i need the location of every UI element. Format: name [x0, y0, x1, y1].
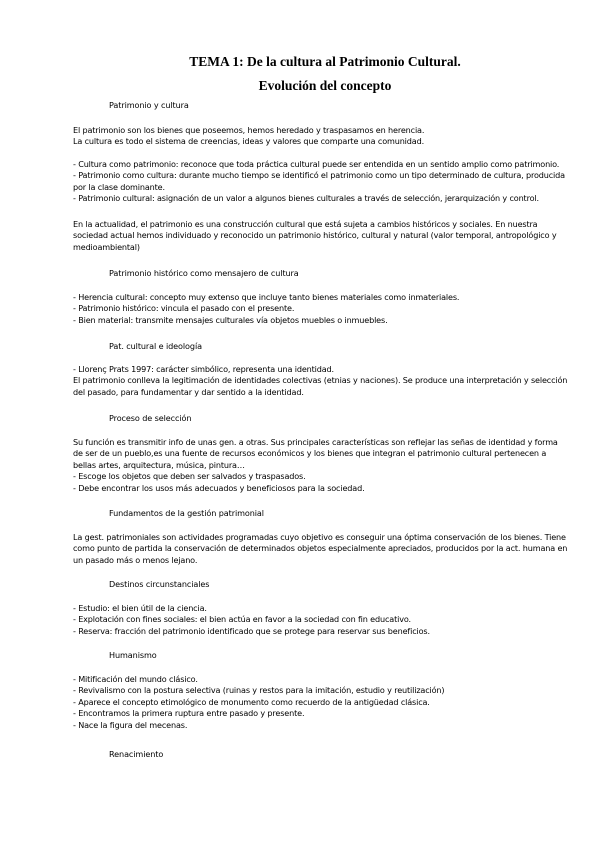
text-line: La gest. patrimoniales son actividades programadas cuyo objetivo es conseguir una óptima conservación de los bienes. Tiene [73, 532, 566, 542]
text-line: del pasado, para fundamentar y dar sentido a la identidad. [73, 386, 304, 397]
text-line: - Escoge los objetos que deben ser salvados y traspasados. [73, 471, 306, 482]
section-heading: Patrimonio histórico como mensajero de cultura [109, 268, 299, 278]
text-line: - Bien material: transmite mensajes culturales vía objetos muebles o inmuebles. [73, 314, 388, 325]
text-line: - Mitificación del mundo clásico. [73, 674, 198, 684]
text-line: - Revivalismo con la postura selectiva (ruinas y restos para la imitación, estudio y reutilización) [73, 685, 445, 696]
text-line: - Patrimonio como cultura: durante mucho tiempo se identificó el patrimonio como un tipo determinado de cultura, producida [73, 170, 565, 181]
section-heading: Fundamentos de la gestión patrimonial [109, 508, 264, 518]
paragraph [73, 674, 573, 731]
text-line: Su función es transmitir info de unas gen. a otras. Sus principales características son reflejar las señas de identidad y forma [73, 437, 558, 447]
text-line: - Cultura como patrimonio: reconoce que toda práctica cultural puede ser entendida en un sentido amplio como patrimonio. [73, 159, 560, 169]
text-line: - Estudio: el bien útil de la ciencia. [73, 603, 207, 613]
paragraph [73, 159, 573, 205]
text-line: por la clase dominante. [73, 181, 165, 192]
paragraph [73, 219, 573, 253]
text-line: medioambiental) [73, 241, 140, 252]
paragraph [73, 292, 573, 326]
section-heading: Proceso de selección [109, 413, 192, 423]
text-line: - Explotación con fines sociales: el bien actúa en favor a la sociedad con fin educativo. [73, 614, 411, 625]
text-line: bellas artes, arquitectura, música, pintura… [73, 459, 245, 470]
text-line: - Reserva: fracción del patrimonio identificado que se protege para reservar sus beneficios. [73, 625, 430, 636]
section-heading: Pat. cultural e ideología [109, 341, 202, 351]
text-line: - Patrimonio histórico: vincula el pasado con el presente. [73, 303, 295, 314]
text-line: sociedad actual hemos individuado y reconocido un patrimonio histórico, cultural y natural (valor temporal, antropológico y [73, 230, 557, 241]
text-line: En la actualidad, el patrimonio es una construcción cultural que está sujeta a cambios históricos y sociales. En nuestra [73, 219, 538, 229]
document-subtitle: Evolución del concepto [258, 78, 392, 93]
text-line: - Herencia cultural: concepto muy extenso que incluye tanto bienes materiales como inmateriales. [73, 292, 460, 302]
section-heading: Destinos circunstanciales [109, 579, 210, 589]
text-line: - Nace la figura del mecenas. [73, 719, 188, 730]
text-line: - Encontramos la primera ruptura entre pasado y presente. [73, 708, 305, 719]
paragraph [73, 437, 573, 494]
section-heading: Patrimonio y cultura [109, 100, 189, 110]
paragraph [73, 603, 573, 637]
text-line: El patrimonio son los bienes que poseemos, hemos heredado y traspasamos en herencia. [73, 125, 425, 135]
section-heading: Humanismo [109, 650, 157, 660]
text-line: de ser de un pueblo,es una fuente de recursos económicos y los bienes que integran el patrimonio cultural pertenecen a [73, 448, 547, 459]
text-line: - Debe encontrar los usos más adecuados y beneficiosos para la sociedad. [73, 482, 365, 493]
paragraph [73, 364, 573, 398]
text-line: - Patrimonio cultural: asignación de un valor a algunos bienes culturales a través de selección, jerarquización y control. [73, 193, 539, 204]
paragraph [73, 532, 573, 566]
section-heading: Renacimiento [109, 749, 164, 759]
text-line: como punto de partida la conservación de determinados objetos especialmente apreciados, producidos por la act. humana en [73, 543, 568, 554]
document-title: TEMA 1: De la cultura al Patrimonio Cultural. [189, 54, 461, 69]
paragraph [73, 125, 573, 148]
text-line: - Llorenç Prats 1997: carácter simbólico, representa una identidad. [73, 364, 334, 374]
text-line: un pasado más o menos lejano. [73, 554, 198, 565]
text-line: - Aparece el concepto etimológico de monumento como recuerdo de la antigüedad clásica. [73, 696, 430, 707]
text-line: El patrimonio conlleva la legitimación de identidades colectivas (etnias y naciones). Se produce una interpretación y selección [73, 375, 568, 386]
text-line: La cultura es todo el sistema de creencias, ideas y valores que comparte una comunidad. [73, 136, 424, 147]
